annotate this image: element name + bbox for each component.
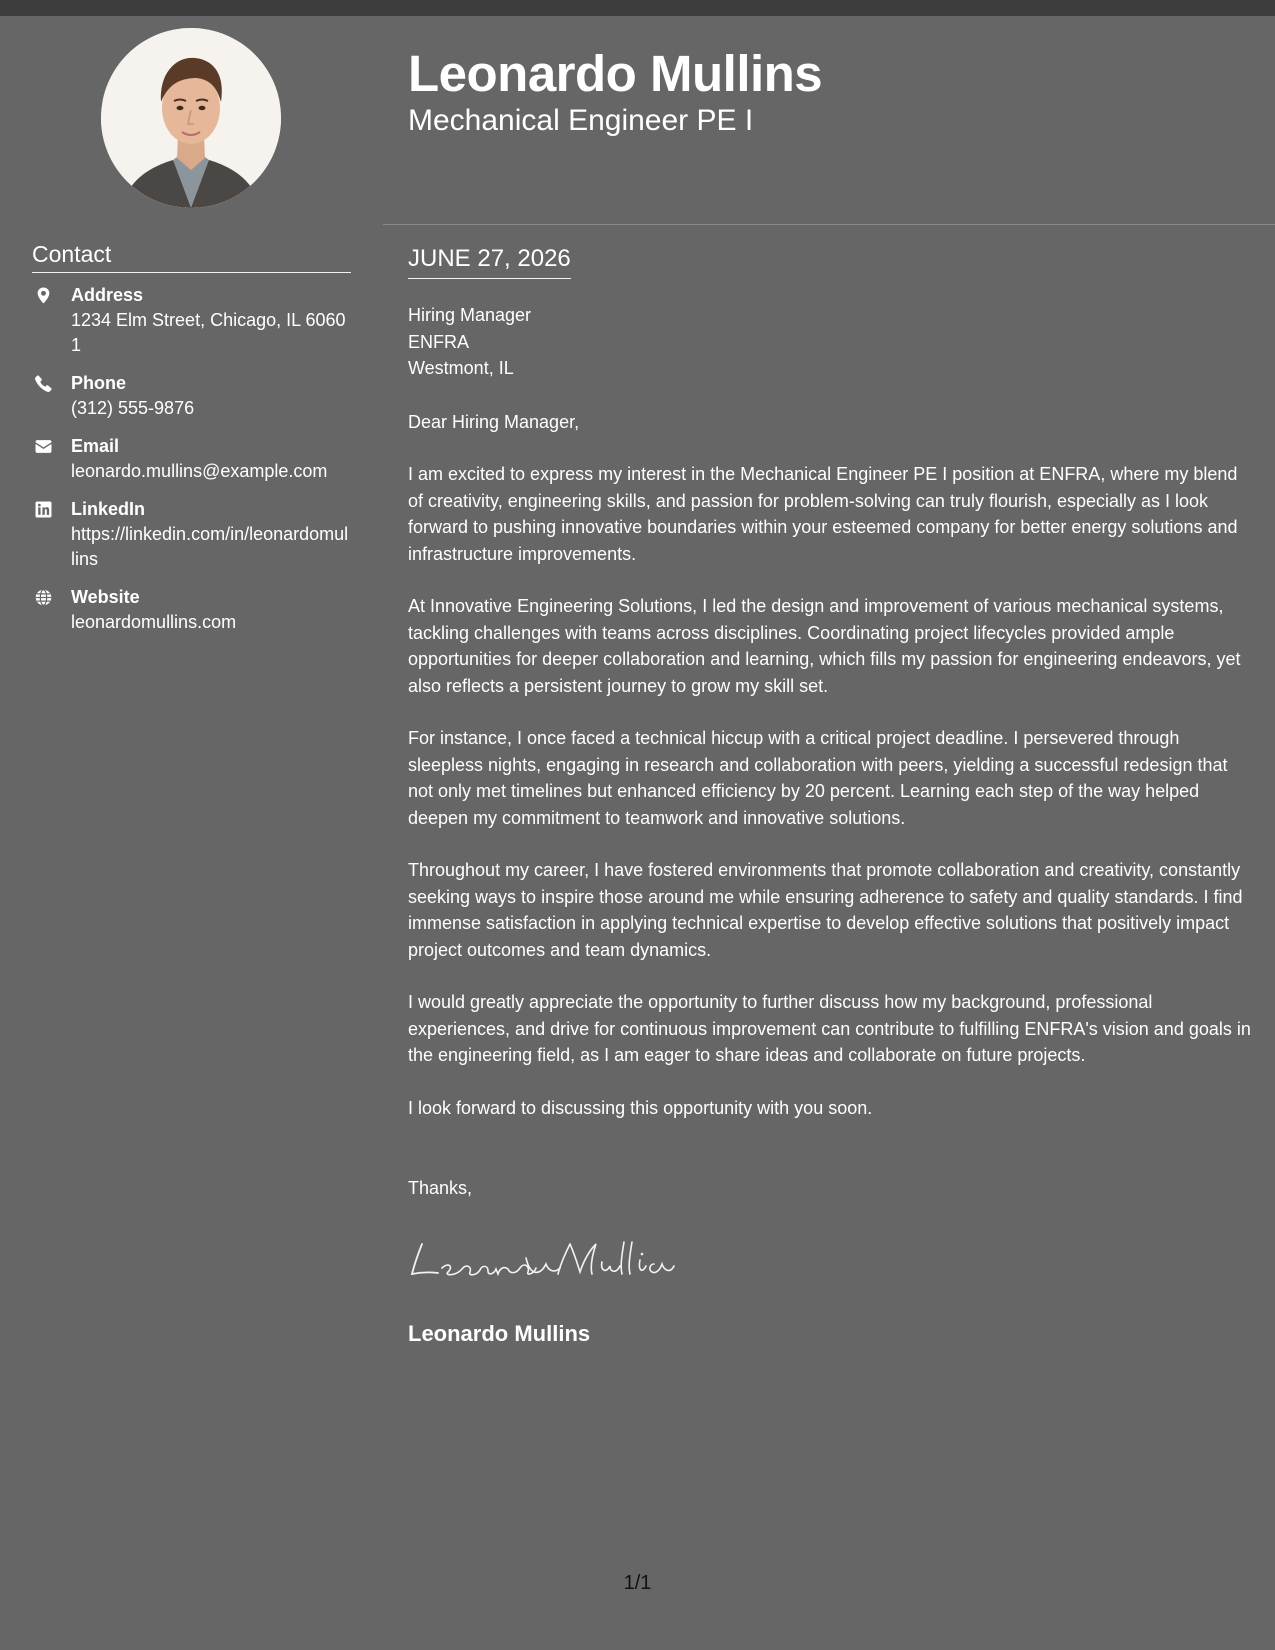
- recipient-company: ENFRA: [408, 331, 470, 352]
- profile-photo: [101, 28, 281, 208]
- address-label: Address: [71, 285, 144, 305]
- linkedin-value[interactable]: https://linkedin.com/in/leonardomullins: [71, 524, 349, 569]
- header-divider: [383, 224, 1275, 225]
- phone-value[interactable]: (312) 555-9876: [71, 398, 195, 418]
- phone-icon: [35, 375, 52, 392]
- signer-name: Leonardo Mullins: [408, 1321, 591, 1346]
- contact-item-address: [32, 283, 352, 358]
- letter-body: [408, 302, 1253, 1121]
- paragraph: For instance, I once faced a technical hiccup with a critical project deadline. I persevered through sleepless nights, engaging in research and collaboration with peers, yielding a successful redesign that not only met timelines but enhanced efficiency by 20 percent. Learning each step of the way helped deepen my commitment to teamwork and innovative solutions.: [408, 728, 1228, 828]
- address-value: 1234 Elm Street, Chicago, IL 60601: [71, 310, 346, 355]
- globe-icon: [35, 589, 52, 606]
- letter-date: JUNE 27, 2026: [408, 244, 571, 279]
- paragraph: I would greatly appreciate the opportunity to further discuss how my background, professional experiences, and drive for continuous improvement can contribute to fulfilling ENFRA's vision and goals in the engineering field, as I am eager to share ideas and collaborate on future projects.: [408, 992, 1251, 1065]
- paragraph: Throughout my career, I have fostered environments that promote collaboration and creativity, constantly seeking ways to inspire those around me while ensuring adherence to safety and quality standards. I find immense satisfaction in applying technical expertise to develop effective solutions that positively impact project outcomes and team dynamics.: [408, 860, 1243, 960]
- website-value[interactable]: leonardomullins.com: [71, 612, 237, 632]
- email-label: Email: [71, 436, 120, 456]
- paragraph: I am excited to express my interest in the Mechanical Engineer PE I position at ENFRA, where my blend of creativity, engineering skills, and passion for problem-solving can truly flourish, especially as I look forward to pushing innovative boundaries within your esteemed company for better energy solutions and infrastructure improvements.: [408, 464, 1238, 564]
- email-value[interactable]: leonardo.mullins@example.com: [71, 461, 328, 481]
- contact-item-phone: [32, 371, 352, 421]
- handwritten-signature: [408, 1236, 678, 1280]
- salutation: Dear Hiring Manager,: [408, 411, 580, 432]
- candidate-name: Leonardo Mullins: [408, 45, 823, 102]
- contact-item-website: [32, 585, 352, 635]
- contact-item-linkedin: [32, 497, 352, 572]
- paragraph: At Innovative Engineering Solutions, I led the design and improvement of various mechanical systems, tackling challenges with teams across disciplines. Coordinating project lifecycles provided ample opportunities for deeper collaboration and learning, which fills my passion for engineering endeavors, yet also reflects a persistent journey to grow my skill set.: [408, 596, 1241, 696]
- recipient-location: Westmont, IL: [408, 358, 514, 378]
- closing: Thanks,: [408, 1178, 473, 1198]
- avatar: [101, 28, 281, 208]
- paragraph: I look forward to discussing this opportunity with you soon.: [408, 1097, 873, 1118]
- contact-list: [32, 283, 352, 648]
- linkedin-label: LinkedIn: [71, 499, 146, 519]
- website-label: Website: [71, 587, 140, 607]
- contact-heading: Contact: [32, 240, 351, 273]
- recipient-name: Hiring Manager: [408, 305, 532, 325]
- page-number: 1/1: [623, 1572, 652, 1594]
- linkedin-icon: [35, 501, 52, 518]
- top-bar: [0, 0, 1275, 16]
- phone-label: Phone: [71, 373, 127, 393]
- contact-item-email: [32, 434, 352, 484]
- job-title: Mechanical Engineer PE I: [408, 104, 754, 137]
- envelope-icon: [35, 438, 52, 455]
- location-pin-icon: [35, 287, 52, 304]
